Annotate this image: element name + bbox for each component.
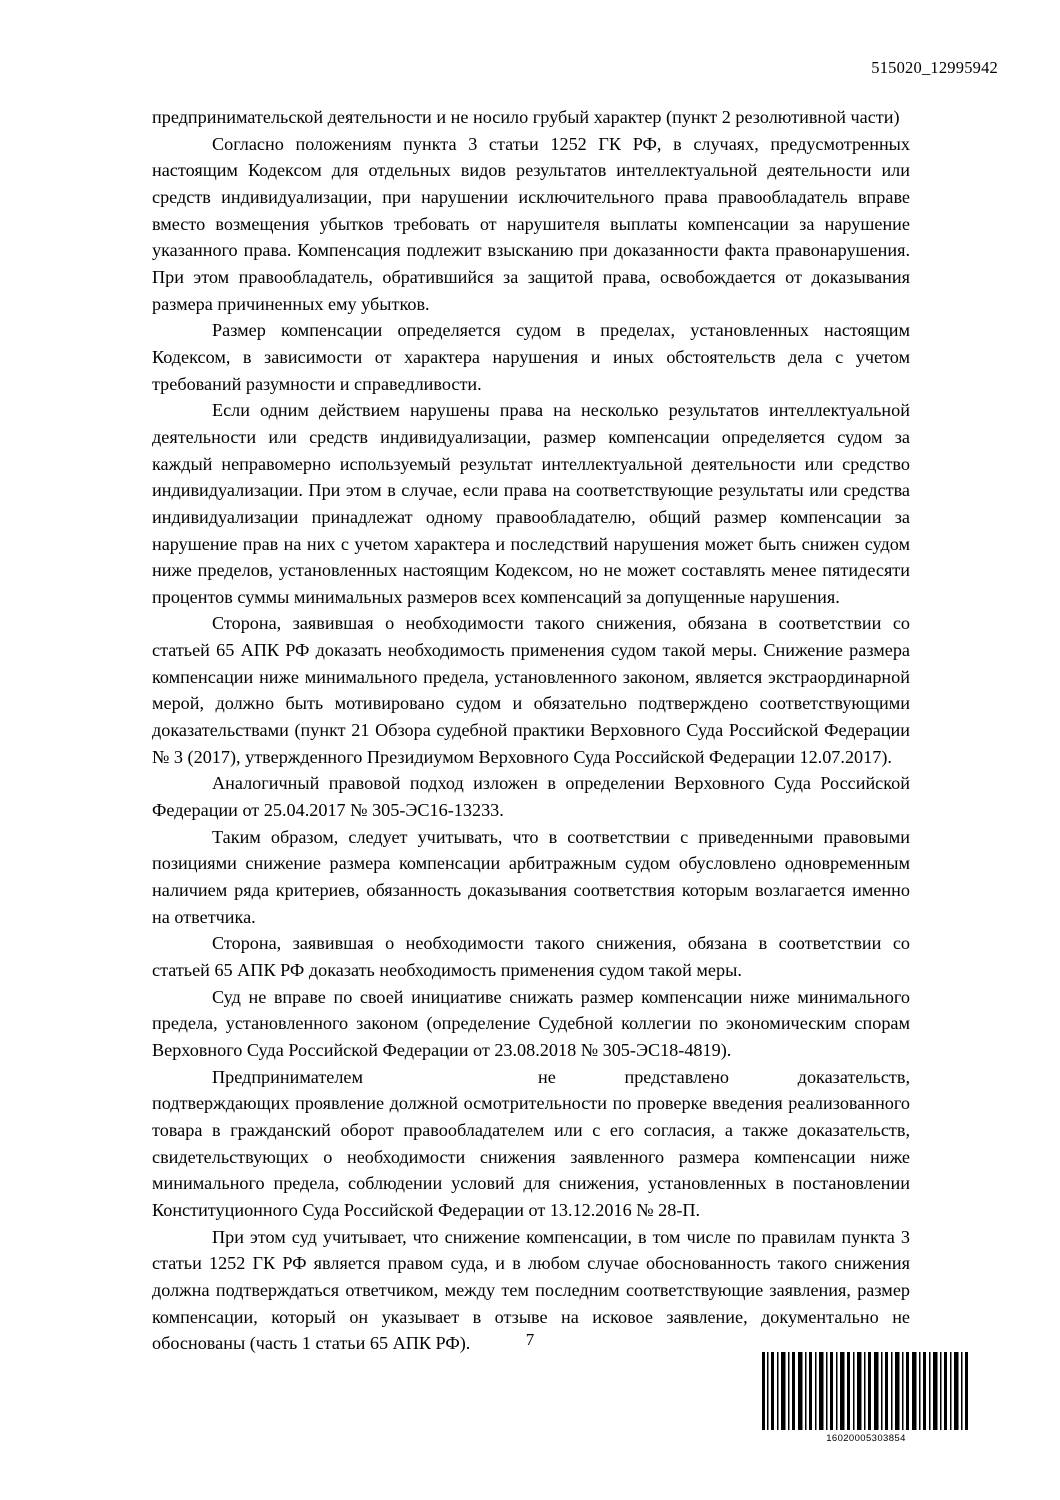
barcode: [760, 1352, 972, 1444]
paragraph: При этом суд учитывает, что снижение компенсации, в том числе по правилам пункта 3 статьи 1252 ГК РФ является правом суда, и в любом случае обоснованность такого снижения должна подтверждаться ответчиком, между тем последним соответствующие заявления, размер компенсации, который он указывает в отзыве на исковое заявление, документально не обоснованы (часть 1 статьи 65 АПК РФ).: [152, 1226, 910, 1354]
document-id: 515020_12995942: [871, 58, 998, 77]
paragraph-with-gap: [152, 1064, 910, 1224]
paragraph: Таким образом, следует учитывать, что в соответствии с приведенными правовыми позициями снижение размера компенсации арбитражным судом обусловлено одновременным наличием ряда критериев, обязанность доказывания соответствия которым возлагается именно на ответчика.: [152, 826, 910, 927]
paragraph: Аналогичный правовой подход изложен в определении Верховного Суда Российской Федерации от 25.04.2017 № 305-ЭС16-13233.: [152, 773, 910, 821]
paragraph-lead-word: Предпринимателем: [212, 1066, 364, 1087]
paragraph: Сторона, заявившая о необходимости такого снижения, обязана в соответствии со статьей 65 АПК РФ доказать необходимость применения судом такой меры.: [152, 933, 910, 980]
paragraph: Размер компенсации определяется судом в пределах, установленных настоящим Кодексом, в зависимости от характера нарушения и иных обстоятельств дела с учетом требований разумности и справедливости.: [152, 320, 910, 394]
barcode-number: 16020005303854: [826, 1433, 906, 1444]
paragraph: Сторона, заявившая о необходимости такого снижения, обязана в соответствии со статьей 65 АПК РФ доказать необходимость применения судом такой меры. Снижение размера компенсации ниже минимального предела, установленного законом, является экстраординарной мерой, должно быть мотивировано судом и обязательно подтверждено соответствующими доказательствами (пункт 21 Обзора судебной практики Верховного Суда Российской Федерации № 3 (2017), утвержденного Президиумом Верховного Суда Российской Федерации 12.07.2017).: [152, 613, 910, 767]
document-body: [152, 104, 910, 1357]
paragraph: Согласно положениям пункта 3 статьи 1252 ГК РФ, в случаях, предусмотренных настоящим Кодексом для отдельных видов результатов интеллектуальной деятельности или средств индивидуализации, при нарушении исключительного права правообладатель вправе вместо возмещения убытков требовать от нарушителя выплаты компенсации за нарушение указанного права. Компенсация подлежит взысканию при доказанности факта правонарушения. При этом правообладатель, обратившийся за защитой права, освобождается от доказывания размера причиненных ему убытков.: [152, 133, 910, 314]
barcode-image: [760, 1352, 972, 1430]
paragraph-text: не представлено доказательств, подтверждающих проявление должной осмотрительности по проверке введения реализованного товара в гражданский оборот правообладателем или с его согласия, а также доказательств, свидетельствующих о необходимости снижения заявленного размера компенсации ниже минимального предела, соблюдении условий для снижения, установленных в постановлении Конституционного Суда Российской Федерации от 13.12.2016 № 28-П.: [152, 1066, 910, 1220]
page-number: 7: [525, 1330, 535, 1349]
paragraph: предпринимательской деятельности и не носило грубый характер (пункт 2 резолютивной части): [152, 107, 900, 127]
paragraph: Суд не вправе по своей инициативе снижать размер компенсации ниже минимального предела, установленного законом (определение Судебной коллегии по экономическим спорам Верховного Суда Российской Федерации от 23.08.2018 № 305-ЭС18-4819).: [152, 986, 910, 1060]
paragraph: Если одним действием нарушены права на несколько результатов интеллектуальной деятельности или средств индивидуализации, размер компенсации определяется судом за каждый неправомерно используемый результат интеллектуальной деятельности или средство индивидуализации. При этом в случае, если права на соответствующие результаты или средства индивидуализации принадлежат одному правообладателю, общий размер компенсации за нарушение прав на них с учетом характера и последствий нарушения может быть снижен судом ниже пределов, установленных настоящим Кодексом, но не может составлять менее пятидесяти процентов суммы минимальных размеров всех компенсаций за допущенные нарушения.: [152, 400, 910, 607]
